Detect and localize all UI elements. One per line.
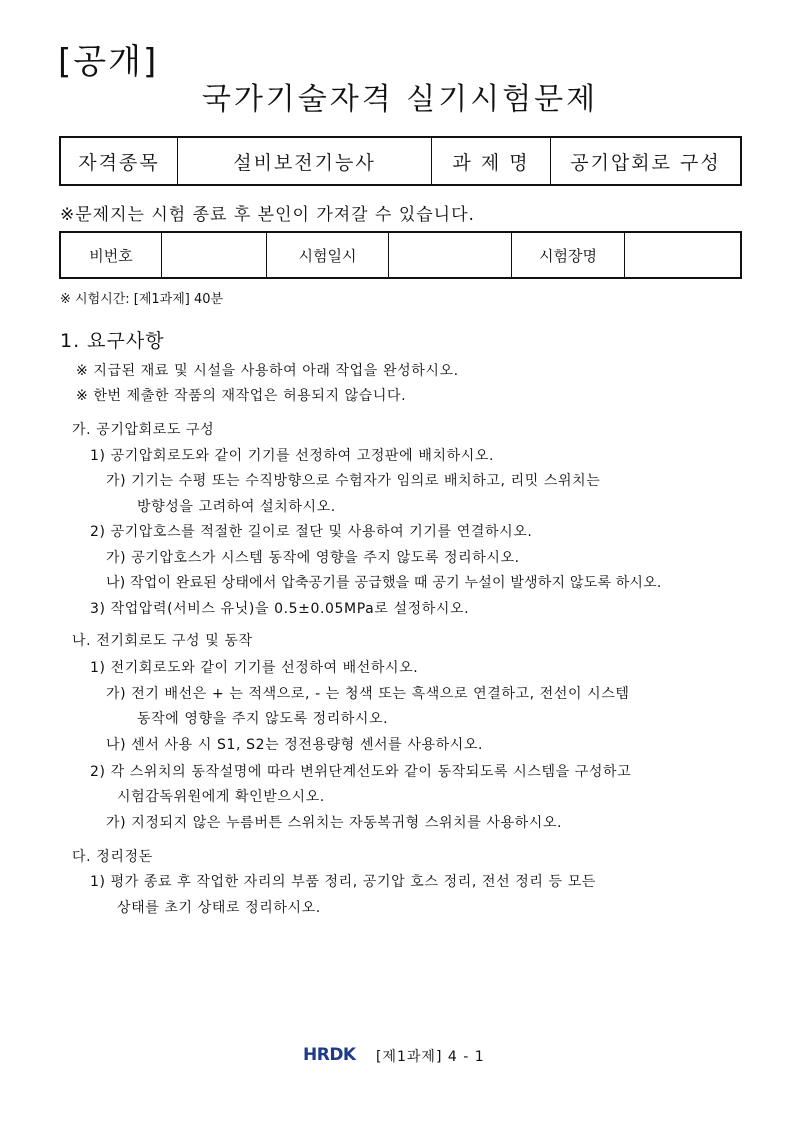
section-heading: 가. 공기압회로도 구성 (72, 422, 215, 438)
take-home-notice: ※문제지는 시험 종료 후 본인이 가져갈 수 있습니다. (60, 205, 475, 225)
candidate-id-table (59, 231, 742, 279)
requirement-line: 상태를 초기 상태로 정리하시오. (117, 900, 321, 916)
requirement-line: 1) 전기회로도와 같이 기기를 선정하여 배선하시오. (90, 660, 419, 676)
requirement-line: 2) 각 스위치의 동작설명에 따라 변위단계선도와 같이 동작되도록 시스템을 구성하고 (90, 764, 632, 780)
requirement-line: 1) 공기압회로도와 같이 기기를 선정하여 고정판에 배치하시오. (90, 448, 495, 464)
requirement-line: 방향성을 고려하여 설치하시오. (137, 499, 336, 515)
section-heading: 다. 정리정돈 (72, 849, 153, 865)
page-title: 국가기술자격 실기시험문제 (201, 82, 599, 117)
exam-site-label: 시험장명 (512, 232, 625, 278)
requirement-line: 가) 전기 배선은 + 는 적색으로, - 는 청색 또는 흑색으로 연결하고, 전선이 시스템 (106, 686, 630, 702)
requirement-line: ※ 지급된 재료 및 시설을 사용하여 아래 작업을 완성하시오. (76, 363, 459, 379)
requirement-line: 3) 작업압력(서비스 유닛)을 0.5±0.05MPa로 설정하시오. (90, 601, 470, 617)
requirement-line: 시험감독위원에게 확인받으시오. (117, 789, 325, 805)
requirement-line: 가) 공기압호스가 시스템 동작에 영향을 주지 않도록 정리하시오. (106, 550, 520, 566)
exam-date-label: 시험일시 (267, 232, 389, 278)
requirement-line: 동작에 영향을 주지 않도록 정리하시오. (137, 711, 389, 727)
section-heading: 나. 전기회로도 구성 및 동작 (72, 633, 253, 649)
page-number: [제1과제] 4 - 1 (376, 1049, 485, 1065)
requirement-line: 나) 작업이 완료된 상태에서 압축공기를 공급했을 때 공기 누설이 발생하지 않도록 하시오. (106, 575, 662, 591)
qualification-label: 자격종목 (60, 137, 178, 185)
exam-site-field[interactable] (625, 232, 742, 278)
requirement-line: 가) 지정되지 않은 누름버튼 스위치는 자동복귀형 스위치를 사용하시오. (106, 815, 563, 831)
hrdk-logo: HRDK (303, 1045, 356, 1065)
public-tag: [공개] (58, 42, 159, 82)
exam-info-table (59, 136, 742, 186)
task-label: 과 제 명 (432, 137, 551, 185)
secret-number-label: 비번호 (60, 232, 162, 278)
qualification-value: 설비보전기능사 (178, 137, 432, 185)
requirement-line: 2) 공기압호스를 적절한 길이로 절단 및 사용하여 기기를 연결하시오. (90, 524, 533, 540)
requirement-line: 1) 평가 종료 후 작업한 자리의 부품 정리, 공기압 호스 정리, 전선 정리 등 모든 (90, 874, 596, 890)
requirement-line: ※ 한번 제출한 작품의 재작업은 허용되지 않습니다. (76, 388, 407, 404)
exam-time-note: ※ 시험시간: [제1과제] 40분 (60, 292, 224, 307)
requirement-line: 나) 센서 사용 시 S1, S2는 정전용량형 센서를 사용하시오. (106, 737, 484, 753)
secret-number-field[interactable] (162, 232, 267, 278)
requirements-heading: 1. 요구사항 (60, 330, 165, 352)
task-value: 공기압회로 구성 (551, 137, 742, 185)
requirement-line: 가) 기기는 수평 또는 수직방향으로 수험자가 임의로 배치하고, 리밋 스위치는 (106, 473, 601, 489)
exam-date-field[interactable] (389, 232, 512, 278)
